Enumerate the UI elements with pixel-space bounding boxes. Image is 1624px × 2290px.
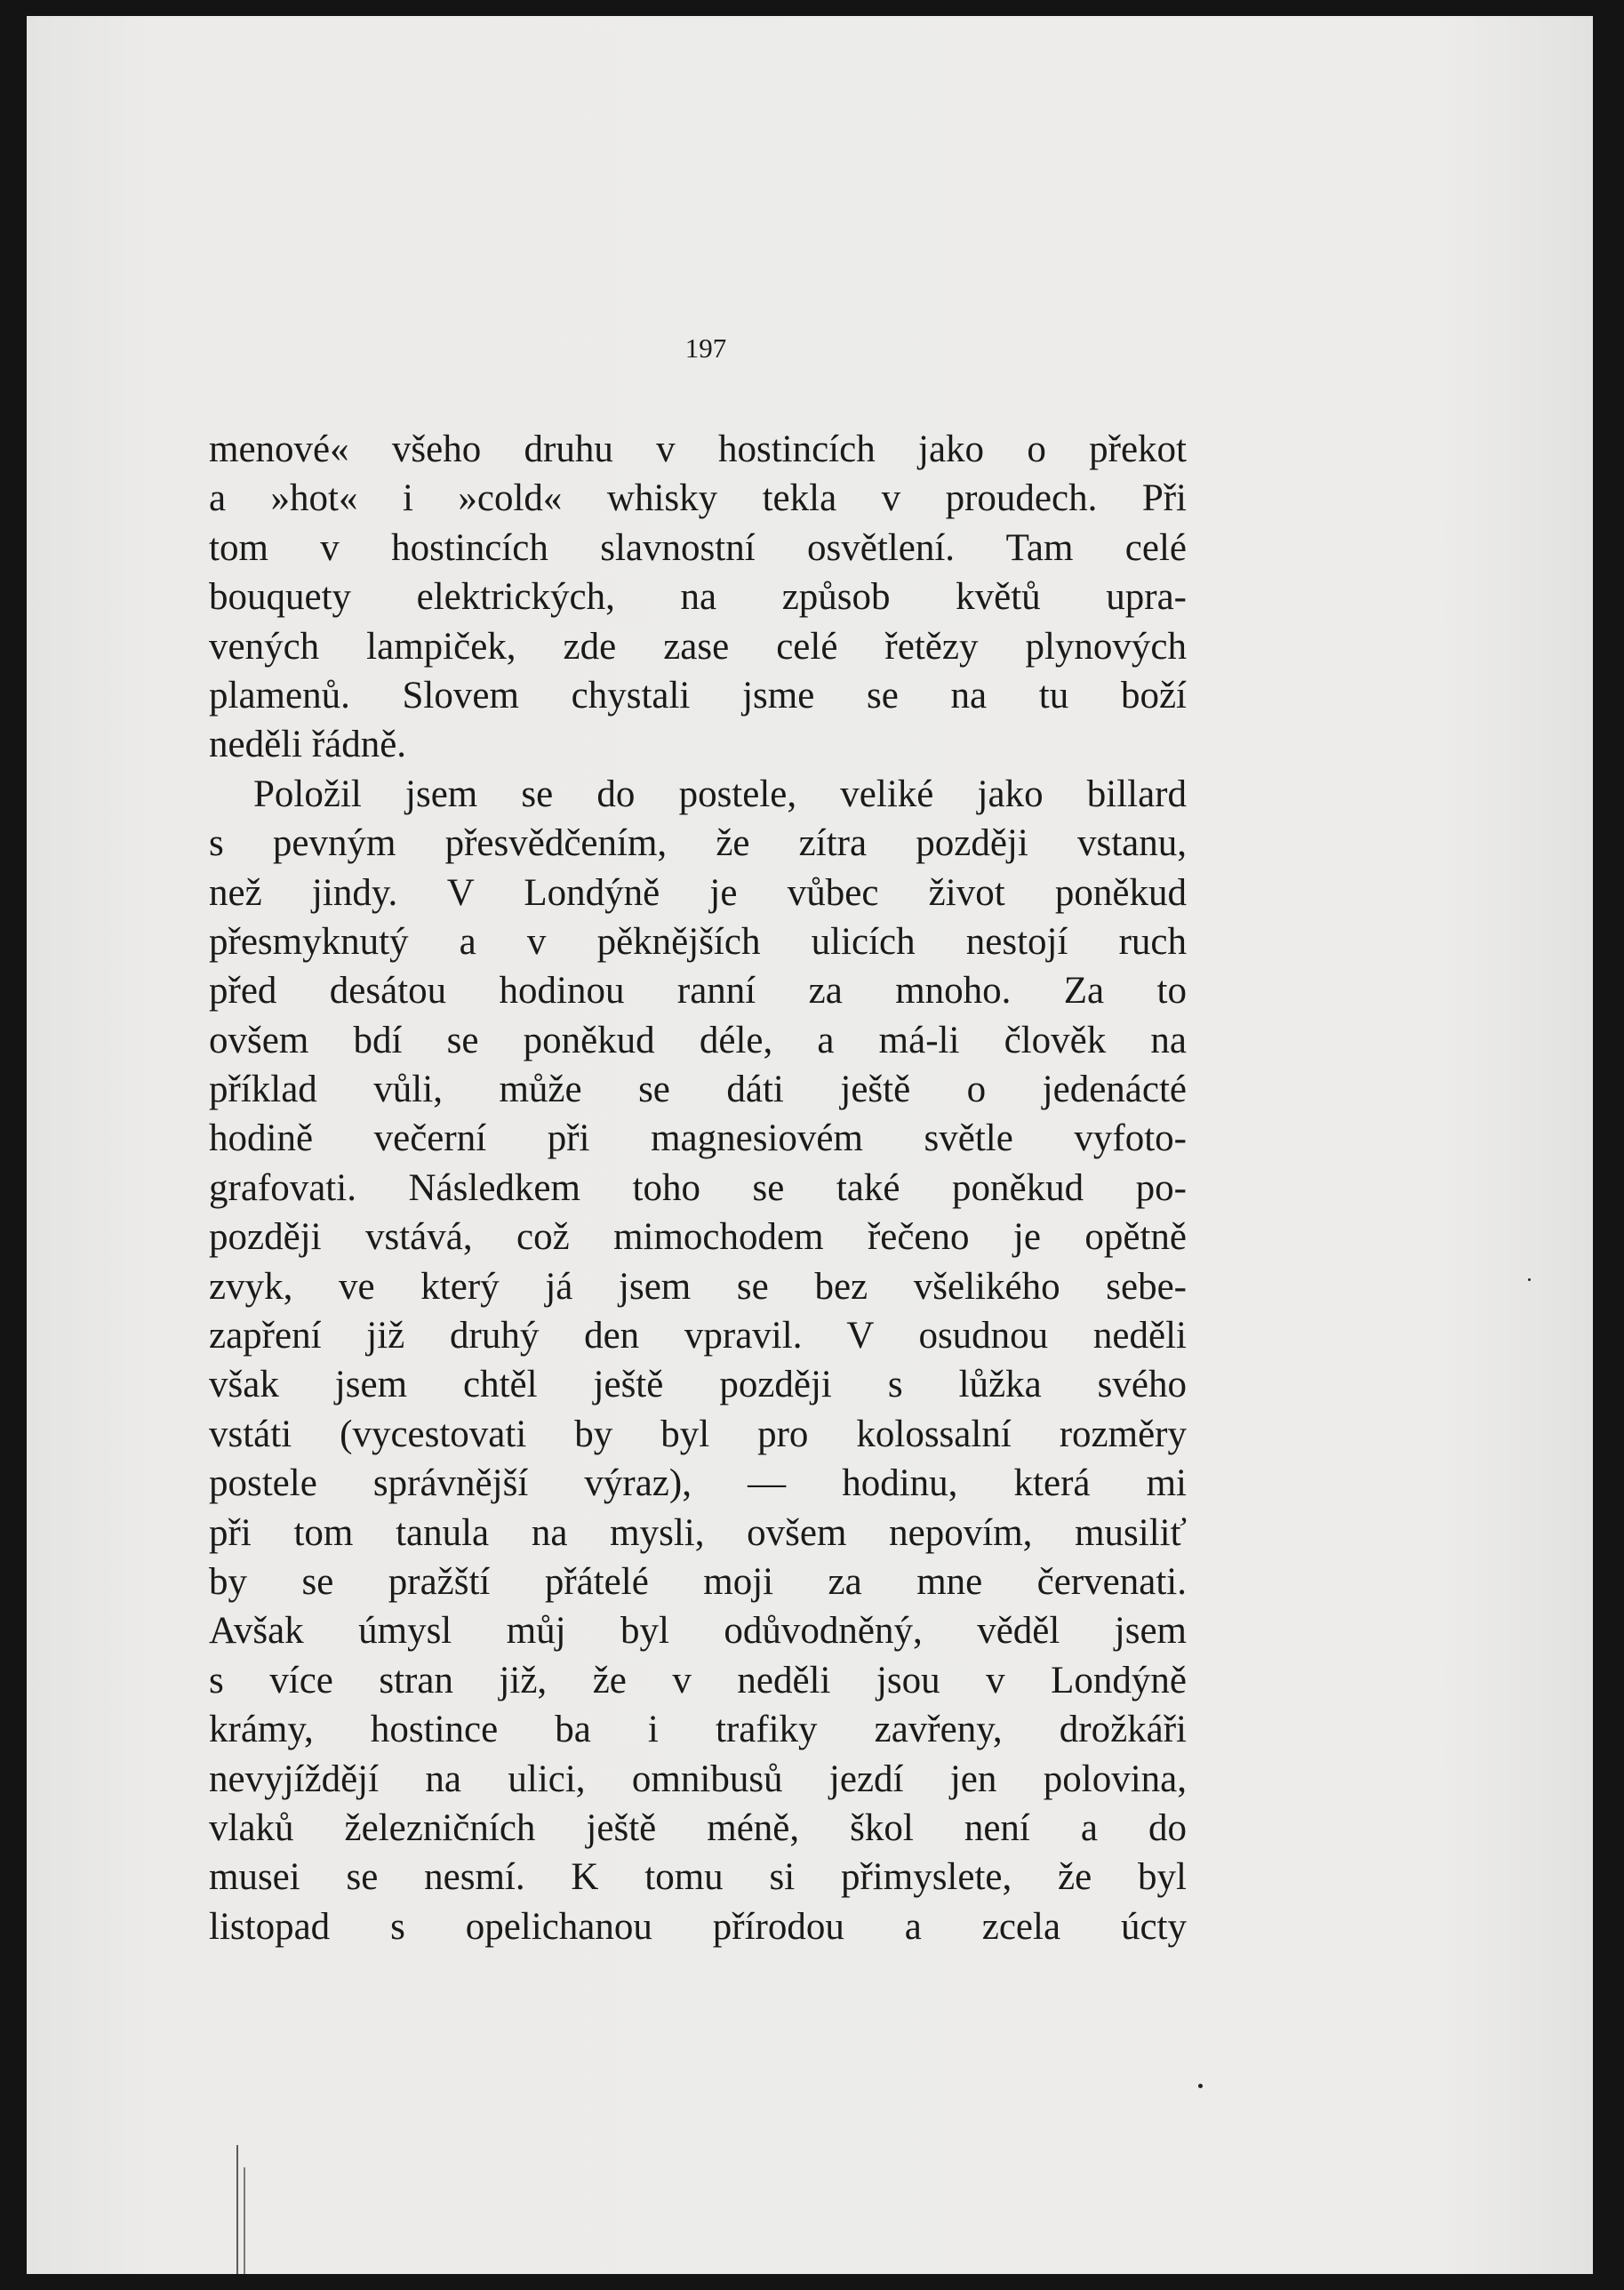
- text-line: neděli řádně.: [209, 724, 407, 766]
- page-number: 197: [684, 332, 727, 364]
- text-line: hodině večerní při magnesiovém světle vyfoto-: [209, 1117, 1187, 1160]
- paragraph-2: [209, 770, 1187, 1951]
- text-line: vstáti (vycestovati by byl pro kolossalní rozměry: [209, 1413, 1187, 1455]
- text-line: krámy, hostince ba i trafiky zavřeny, drožkáři: [209, 1709, 1187, 1751]
- text-line: vlaků železničních ještě méně, škol není a do: [209, 1806, 1187, 1849]
- text-line: zvyk, ve který já jsem se bez všelikého sebe-: [209, 1265, 1187, 1308]
- text-line: nevyjíždějí na ulici, omnibusů jezdí jen polovina,: [209, 1758, 1187, 1800]
- text-line: menové« všeho druhu v hostincích jako o překot: [209, 428, 1187, 470]
- text-line: ovšem bdí se poněkud déle, a má-li člověk na: [209, 1019, 1187, 1061]
- book-page: [27, 16, 1593, 2274]
- binding-mark: [244, 2167, 245, 2274]
- text-line: by se pražští přátelé moji za mne červenati.: [209, 1560, 1187, 1603]
- text-line: grafovati. Následkem toho se také poněkud po-: [209, 1166, 1187, 1209]
- text-line: vených lampiček, zde zase celé řetězy plynových: [209, 625, 1187, 668]
- text-line: Avšak úmysl můj byl odůvodněný, věděl jsem: [209, 1610, 1187, 1653]
- text-line: a »hot« i »cold« whisky tekla v proudech. Při: [209, 477, 1187, 520]
- paragraph-1: [209, 425, 1187, 770]
- binding-mark: [236, 2145, 238, 2274]
- dust-speck: [1528, 1278, 1531, 1281]
- text-line: s pevným přesvědčením, že zítra později vstanu,: [209, 822, 1187, 865]
- text-line: však jsem chtěl ještě později s lůžka svého: [209, 1364, 1187, 1406]
- text-line: zapření již druhý den vpravil. V osudnou neděli: [209, 1315, 1187, 1357]
- text-line: tom v hostincích slavnostní osvětlení. Tam celé: [209, 526, 1187, 569]
- text-line: listopad s opelichanou přírodou a zcela úcty: [209, 1905, 1187, 1948]
- text-line: postele správnější výraz), — hodinu, která mi: [209, 1462, 1187, 1505]
- text-line: s více stran již, že v neděli jsou v Londýně: [209, 1659, 1187, 1701]
- text-line: bouquety elektrických, na způsob květů upra-: [209, 576, 1187, 619]
- text-line: přesmyknutý a v pěknějších ulicích nestojí ruch: [209, 920, 1187, 963]
- text-line: příklad vůli, může se dáti ještě o jedenácté: [209, 1069, 1187, 1111]
- text-line: před desátou hodinou ranní za mnoho. Za to: [209, 970, 1187, 1013]
- body-text: [209, 425, 1187, 1951]
- text-line: Položil jsem se do postele, veliké jako billard: [253, 773, 1187, 815]
- text-line: při tom tanula na mysli, ovšem nepovím, musiliť: [209, 1511, 1187, 1554]
- text-line: než jindy. V Londýně je vůbec život poněkud: [209, 871, 1187, 914]
- text-line: později vstává, což mimochodem řečeno je opětně: [209, 1216, 1187, 1259]
- text-line: musei se nesmí. K tomu si přimyslete, že byl: [209, 1856, 1187, 1899]
- dust-speck: [1198, 2084, 1203, 2088]
- text-line: plamenů. Slovem chystali jsme se na tu boží: [209, 674, 1187, 717]
